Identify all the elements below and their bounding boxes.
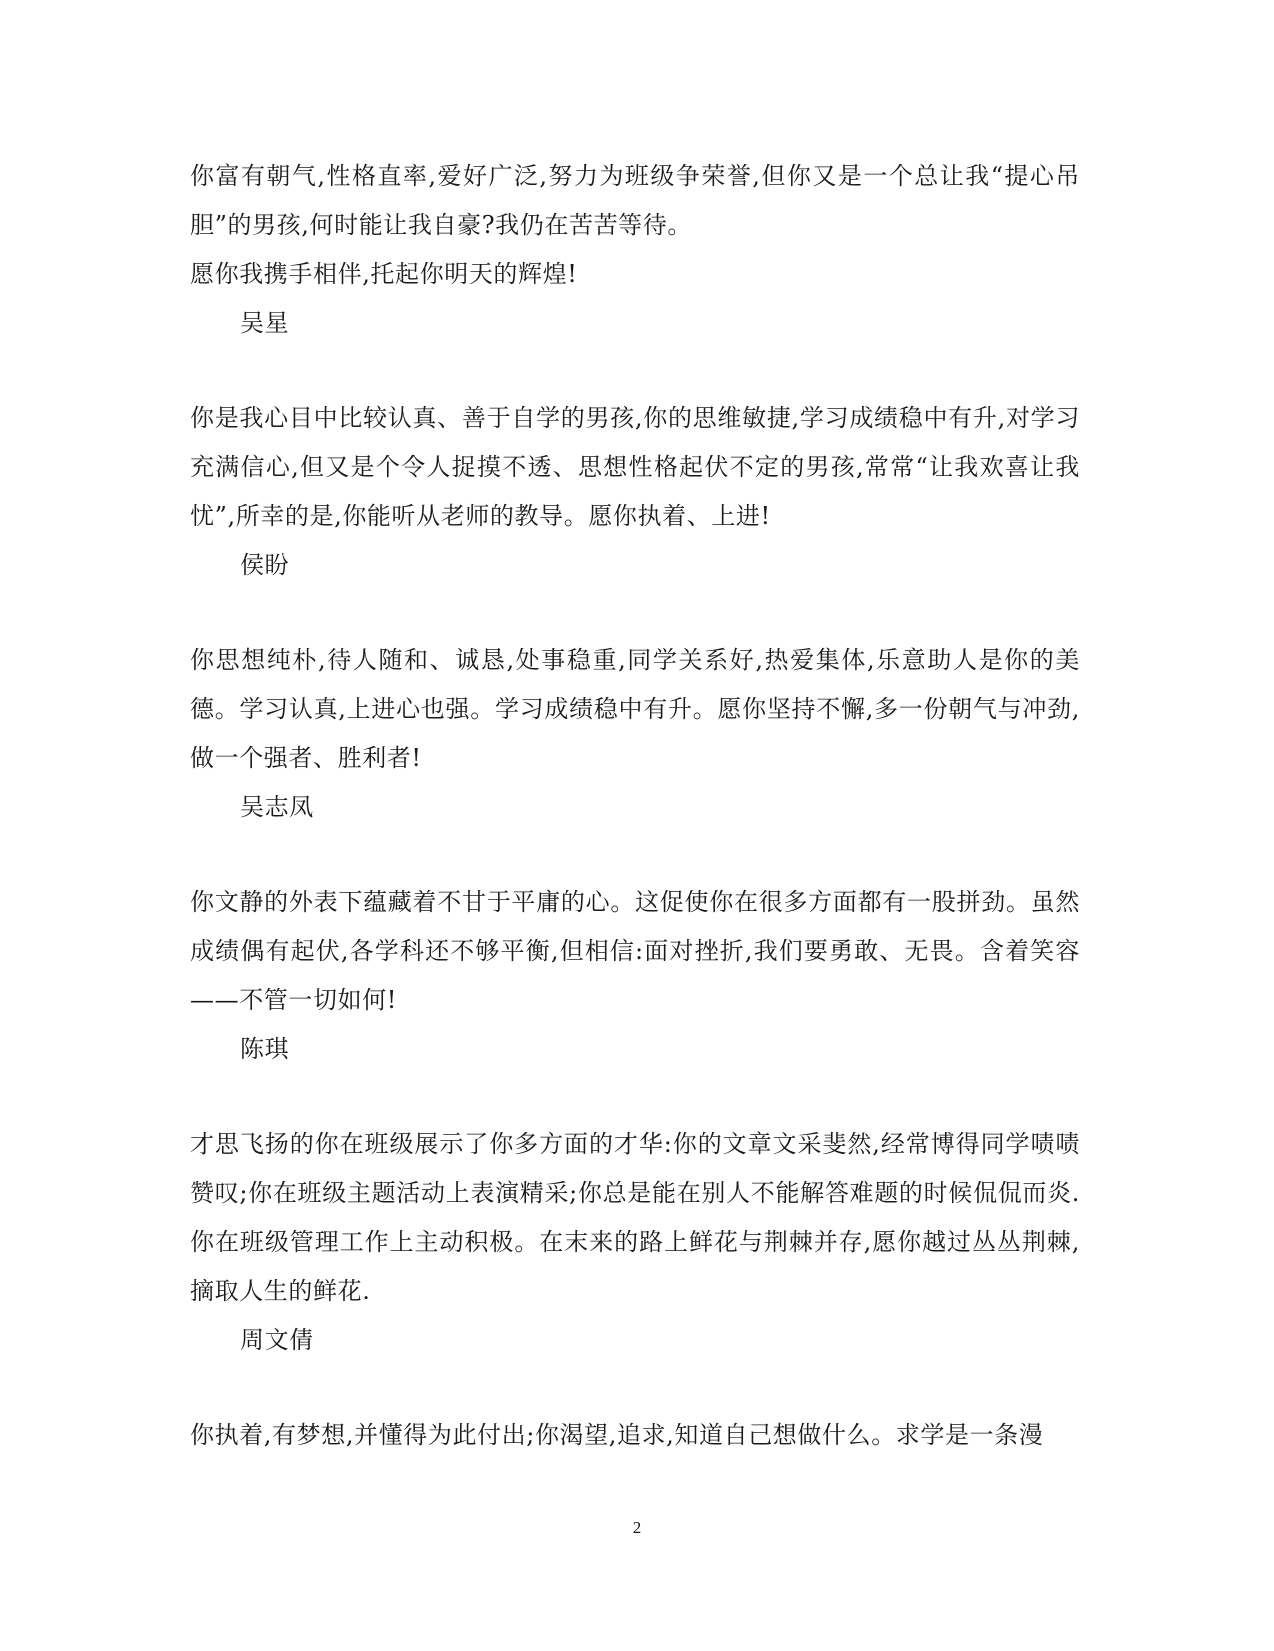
comment-paragraph: 你思想纯朴,待人随和、诚恳,处事稳重,同学关系好,热爱集体,乐意助人是你的美德。学习认真,上进心也强。学习成绩稳中有升。愿你坚持不懈,多一份朝气与冲劲,做一个强者、胜利者! xyxy=(190,646,1080,772)
comment-paragraph: 你富有朝气,性格直率,爱好广泛,努力为班级争荣誉,但你又是一个总让我“提心吊胆”的男孩,何时能让我自豪?我仍在苦苦等待。 xyxy=(190,162,1080,239)
page-number: 2 xyxy=(632,1518,642,1537)
comment-paragraph: 你文静的外表下蕴藏着不甘于平庸的心。这促使你在很多方面都有一股拼劲。虽然成绩偶有起伏,各学科还不够平衡,但相信:面对挫折,我们要勇敢、无畏。含着笑容——不管一切如何! xyxy=(190,888,1080,1014)
student-name: 侯盼 xyxy=(240,551,290,579)
student-name: 陈琪 xyxy=(240,1035,290,1063)
page-content xyxy=(190,152,1080,1460)
comment-paragraph: 愿你我携手相伴,托起你明天的辉煌! xyxy=(190,260,578,288)
student-name: 吴志凤 xyxy=(240,793,314,821)
comment-paragraph: 才思飞扬的你在班级展示了你多方面的才华:你的文章文采斐然,经常博得同学啧啧赞叹;你在班级主题活动上表演精采;你总是能在别人不能解答难题的时候侃侃而炎.你在班级管理工作上主动积极。在末来的路上鲜花与荆棘并存,愿你越过丛丛荆棘,摘取人生的鲜花. xyxy=(190,1130,1080,1305)
comment-paragraph: 你执着,有梦想,并懂得为此付出;你渴望,追求,知道自己想做什么。求学是一条漫 xyxy=(190,1421,1044,1449)
comment-paragraph: 你是我心目中比较认真、善于自学的男孩,你的思维敏捷,学习成绩稳中有升,对学习充满信心,但又是个令人捉摸不透、思想性格起伏不定的男孩,常常“让我欢喜让我忧”,所幸的是,你能听从老师的教导。愿你执着、上进! xyxy=(190,404,1080,530)
student-name: 吴星 xyxy=(240,309,290,337)
student-name: 周文倩 xyxy=(240,1326,314,1354)
